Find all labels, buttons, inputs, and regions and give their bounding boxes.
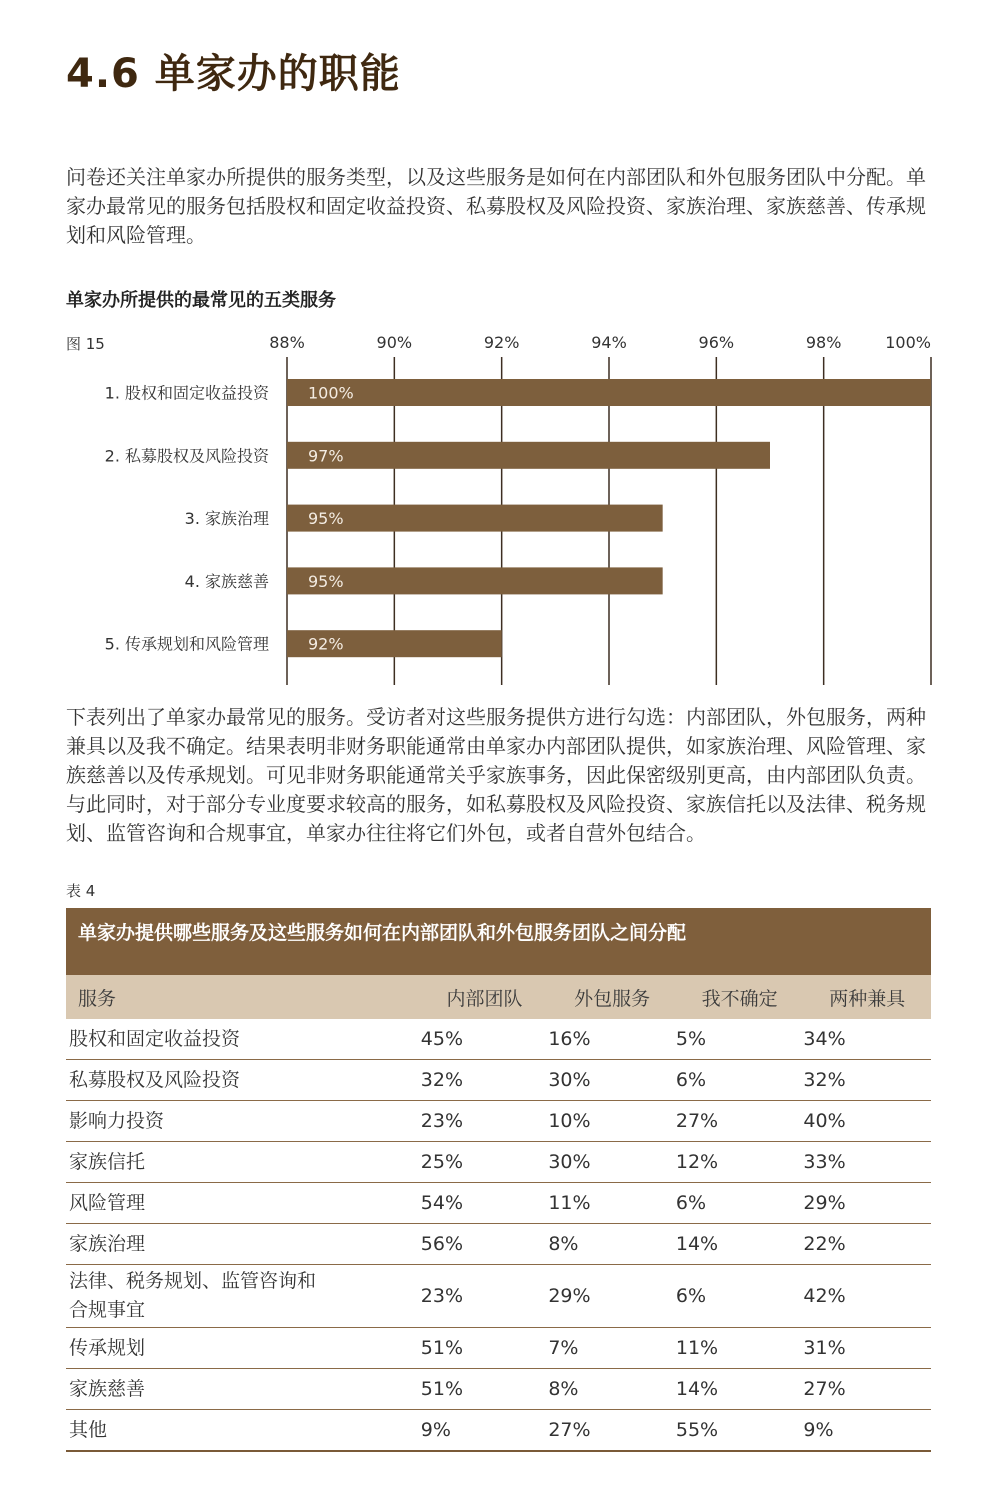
- percent-cell: 54%: [421, 1183, 549, 1224]
- percent-cell: 40%: [803, 1101, 931, 1142]
- service-name-cell: 其他: [66, 1410, 421, 1452]
- services-table: [66, 908, 931, 1452]
- table-row: [66, 1183, 931, 1224]
- bar: [287, 442, 770, 469]
- table-row: [66, 1410, 931, 1452]
- service-name-cell: 私募股权及风险投资: [66, 1060, 421, 1101]
- percent-cell: 12%: [676, 1142, 804, 1183]
- percent-cell: 10%: [548, 1101, 676, 1142]
- bar-value-label: 95%: [308, 571, 344, 591]
- percent-cell: 8%: [548, 1224, 676, 1265]
- percent-cell: 14%: [676, 1369, 804, 1410]
- page-title: 4.6 单家办的职能: [66, 51, 401, 97]
- table-row: [66, 1101, 931, 1142]
- percent-cell: 34%: [803, 1019, 931, 1060]
- x-tick-label: 88%: [269, 333, 305, 352]
- service-name-cell: 风险管理: [66, 1183, 421, 1224]
- service-name-cell: 股权和固定收益投资: [66, 1019, 421, 1060]
- percent-cell: 5%: [676, 1019, 804, 1060]
- category-label: 1. 股权和固定收益投资: [104, 383, 269, 403]
- column-header: 服务: [66, 975, 421, 1019]
- x-tick-label: 100%: [885, 333, 931, 352]
- x-tick-label: 96%: [698, 333, 735, 352]
- category-label: 3. 家族治理: [184, 509, 269, 529]
- percent-cell: 7%: [548, 1328, 676, 1369]
- bar-value-label: 95%: [308, 509, 344, 529]
- category-label: 4. 家族慈善: [184, 571, 269, 591]
- bar-value-label: 97%: [308, 446, 344, 466]
- service-name-cell: 法律、税务规划、监管咨询和 合规事宜: [66, 1265, 421, 1328]
- percent-cell: 29%: [803, 1183, 931, 1224]
- table-row: [66, 1369, 931, 1410]
- service-name-cell: 家族信托: [66, 1142, 421, 1183]
- percent-cell: 30%: [548, 1060, 676, 1101]
- percent-cell: 14%: [676, 1224, 804, 1265]
- x-tick-label: 98%: [805, 333, 842, 352]
- percent-cell: 11%: [676, 1328, 804, 1369]
- service-name-cell: 影响力投资: [66, 1101, 421, 1142]
- x-tick-label: 94%: [591, 333, 627, 352]
- percent-cell: 16%: [548, 1019, 676, 1060]
- percent-cell: 6%: [676, 1183, 804, 1224]
- x-tick-label: 92%: [483, 333, 520, 352]
- figure-label: 图 15: [66, 335, 105, 353]
- category-label: 2. 私募股权及风险投资: [104, 446, 269, 466]
- percent-cell: 45%: [421, 1019, 549, 1060]
- table-row: [66, 1328, 931, 1369]
- percent-cell: 55%: [676, 1410, 804, 1452]
- column-header: 我不确定: [676, 975, 804, 1019]
- percent-cell: 27%: [548, 1410, 676, 1452]
- table-row: [66, 1265, 931, 1328]
- bar-value-label: 92%: [308, 634, 344, 654]
- percent-cell: 11%: [548, 1183, 676, 1224]
- table-row: [66, 1060, 931, 1101]
- percent-cell: 23%: [421, 1101, 549, 1142]
- table-body: [66, 1019, 931, 1451]
- chart-title: 单家办所提供的最常见的五类服务: [66, 290, 336, 311]
- percent-cell: 27%: [676, 1101, 804, 1142]
- percent-cell: 9%: [803, 1410, 931, 1452]
- services-bar-chart: [0, 325, 1000, 690]
- bar-value-label: 100%: [308, 383, 354, 403]
- bar: [287, 379, 931, 406]
- table-label: 表 4: [66, 882, 96, 900]
- percent-cell: 6%: [676, 1265, 804, 1328]
- percent-cell: 30%: [548, 1142, 676, 1183]
- percent-cell: 51%: [421, 1369, 549, 1410]
- table-intro-paragraph: 下表列出了单家办最常见的服务。受访者对这些服务提供方进行勾选：内部团队，外包服务，两种兼具以及我不确定。结果表明非财务职能通常由单家办内部团队提供，如家族治理、风险管理、家族慈善以及传承规划。可见非财务职能通常关乎家族事务，因此保密级别更高，由内部团队负责。与此同时，对于部分专业度要求较高的服务，如私募股权及风险投资、家族信托以及法律、税务规划、监管咨询和合规事宜，单家办往往将它们外包，或者自营外包结合。: [66, 705, 926, 845]
- percent-cell: 29%: [548, 1265, 676, 1328]
- percent-cell: 32%: [421, 1060, 549, 1101]
- percent-cell: 51%: [421, 1328, 549, 1369]
- category-label: 5. 传承规划和风险管理: [104, 634, 269, 654]
- percent-cell: 31%: [803, 1328, 931, 1369]
- column-header-row: [66, 975, 931, 1019]
- percent-cell: 56%: [421, 1224, 549, 1265]
- table-row: [66, 1224, 931, 1265]
- percent-cell: 23%: [421, 1265, 549, 1328]
- column-header: 内部团队: [421, 975, 549, 1019]
- percent-cell: 9%: [421, 1410, 549, 1452]
- percent-cell: 33%: [803, 1142, 931, 1183]
- x-tick-label: 90%: [376, 333, 413, 352]
- intro-paragraph: 问卷还关注单家办所提供的服务类型，以及这些服务是如何在内部团队和外包服务团队中分配。单家办最常见的服务包括股权和固定收益投资、私募股权及风险投资、家族治理、家族慈善、传承规划和风险管理。: [66, 165, 926, 247]
- table-row: [66, 1019, 931, 1060]
- service-name-cell: 家族慈善: [66, 1369, 421, 1410]
- percent-cell: 27%: [803, 1369, 931, 1410]
- service-name-cell: 传承规划: [66, 1328, 421, 1369]
- percent-cell: 22%: [803, 1224, 931, 1265]
- percent-cell: 42%: [803, 1265, 931, 1328]
- table-header: 单家办提供哪些服务及这些服务如何在内部团队和外包服务团队之间分配: [66, 908, 931, 975]
- column-header: 外包服务: [548, 975, 676, 1019]
- service-name-cell: 家族治理: [66, 1224, 421, 1265]
- percent-cell: 32%: [803, 1060, 931, 1101]
- column-header: 两种兼具: [803, 975, 931, 1019]
- percent-cell: 8%: [548, 1369, 676, 1410]
- percent-cell: 25%: [421, 1142, 549, 1183]
- percent-cell: 6%: [676, 1060, 804, 1101]
- table-row: [66, 1142, 931, 1183]
